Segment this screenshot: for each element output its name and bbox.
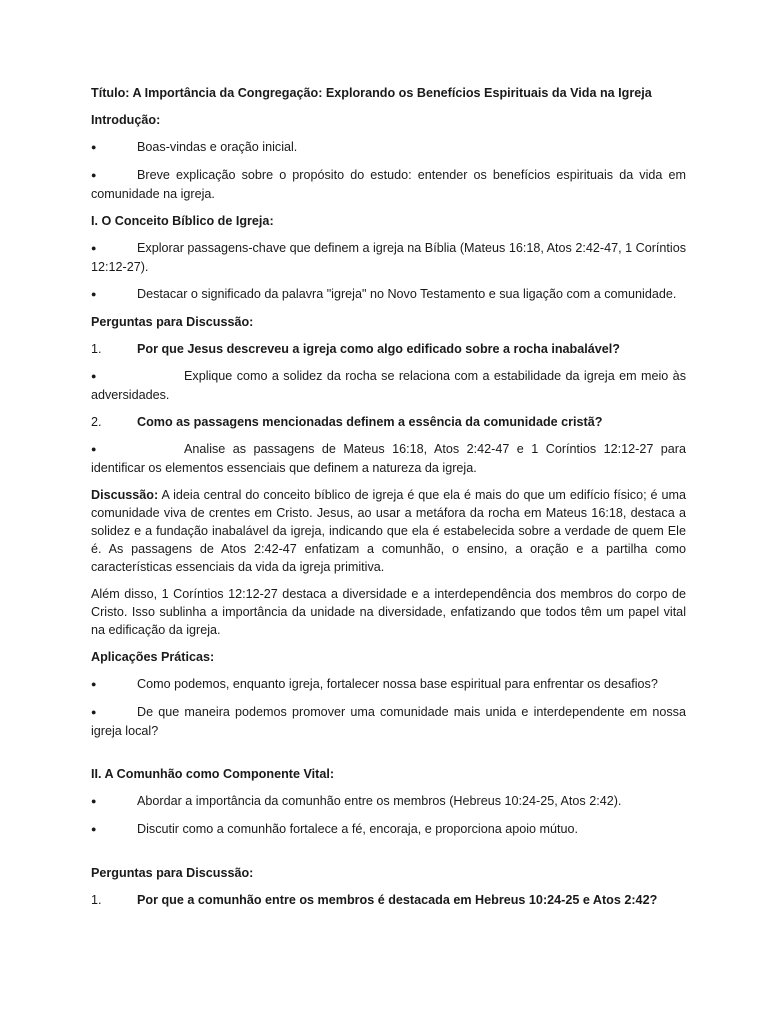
document-title <box>91 84 686 102</box>
applications-heading: Aplicações Práticas: <box>91 650 215 664</box>
section1-discussion-heading: Perguntas para Discussão: <box>91 315 254 329</box>
list-item <box>91 440 686 477</box>
question-number: 2. <box>91 415 102 429</box>
bullet-icon: ● <box>91 142 97 152</box>
intro-heading: Introdução: <box>91 113 161 127</box>
list-item <box>91 166 686 203</box>
bullet-icon: ● <box>91 371 97 381</box>
list-item-text: Como podemos, enquanto igreja, fortalecer nossa base espiritual para enfrentar os desafios? <box>137 677 658 691</box>
list-item-text: Analise as passagens de Mateus 16:18, Atos 2:42-47 e 1 Coríntios 12:12-27 para identificar os elementos essenciais que definem a natureza da igreja. <box>91 442 686 475</box>
section2-heading: II. A Comunhão como Componente Vital: <box>91 767 335 781</box>
list-item-text: Explique como a solidez da rocha se relaciona com a estabilidade da igreja em meio às adversidades. <box>91 369 686 402</box>
discussion-paragraph <box>91 486 686 576</box>
question-number: 1. <box>91 893 102 907</box>
discussion-label: Discussão: <box>91 488 159 502</box>
question-text: Por que Jesus descreveu a igreja como algo edificado sobre a rocha inabalável? <box>137 342 620 356</box>
question-item <box>91 891 686 909</box>
section2-discussion-heading: Perguntas para Discussão: <box>91 866 254 880</box>
spacer <box>91 848 686 864</box>
list-item <box>91 792 686 811</box>
list-item <box>91 285 686 304</box>
title-text: A Importância da Congregação: Explorando os Benefícios Espirituais da Vida na Igreja <box>132 86 652 100</box>
spacer <box>91 749 686 765</box>
title-label: Título: <box>91 86 130 100</box>
list-item-text: Explorar passagens-chave que definem a igreja na Bíblia (Mateus 16:18, Atos 2:42-47, 1 Coríntios 12:12-27). <box>91 241 686 274</box>
list-item-text: Destacar o significado da palavra "igreja" no Novo Testamento e sua ligação com a comunidade. <box>137 287 677 301</box>
section1-heading: I. O Conceito Bíblico de Igreja: <box>91 214 274 228</box>
bullet-icon: ● <box>91 824 97 834</box>
bullet-icon: ● <box>91 707 97 717</box>
bullet-icon: ● <box>91 444 97 454</box>
discussion-text: A ideia central do conceito bíblico de igreja é que ela é mais do que um edifício físico; é uma comunidade viva de crentes em Cristo. Jesus, ao usar a metáfora da rocha em Mateus 16:18, destaca a solidez e a fundação inabalável da igreja, indicando que ela é estabelecida sobre a verdade de quem Ele é. As passagens de Atos 2:42-47 enfatizam a comunhão, o ensino, a oração e a partilha como características essenciais da vida da igreja primitiva. <box>91 488 686 574</box>
list-item <box>91 703 686 740</box>
list-item <box>91 820 686 839</box>
list-item-text: Abordar a importância da comunhão entre os membros (Hebreus 10:24-25, Atos 2:42). <box>137 794 622 808</box>
list-item <box>91 367 686 404</box>
question-item <box>91 413 686 431</box>
list-item <box>91 138 686 157</box>
bullet-icon: ● <box>91 170 97 180</box>
question-item <box>91 340 686 358</box>
body-paragraph: Além disso, 1 Coríntios 12:12-27 destaca a diversidade e a interdependência dos membros do corpo de Cristo. Isso sublinha a importância da unidade na diversidade, enfatizando que todos têm um papel vital na edificação da igreja. <box>91 587 686 637</box>
list-item-text: Breve explicação sobre o propósito do estudo: entender os benefícios espirituais da vida em comunidade na igreja. <box>91 168 686 201</box>
bullet-icon: ● <box>91 796 97 806</box>
question-text: Como as passagens mencionadas definem a essência da comunidade cristã? <box>137 415 603 429</box>
list-item-text: Discutir como a comunhão fortalece a fé, encoraja, e proporciona apoio mútuo. <box>137 822 579 836</box>
bullet-icon: ● <box>91 289 97 299</box>
list-item <box>91 675 686 694</box>
question-number: 1. <box>91 342 102 356</box>
list-item-text: De que maneira podemos promover uma comunidade mais unida e interdependente em nossa igreja local? <box>91 705 686 738</box>
bullet-icon: ● <box>91 679 97 689</box>
bullet-icon: ● <box>91 243 97 253</box>
list-item-text: Boas-vindas e oração inicial. <box>137 140 298 154</box>
question-text: Por que a comunhão entre os membros é destacada em Hebreus 10:24-25 e Atos 2:42? <box>137 893 658 907</box>
list-item <box>91 239 686 276</box>
